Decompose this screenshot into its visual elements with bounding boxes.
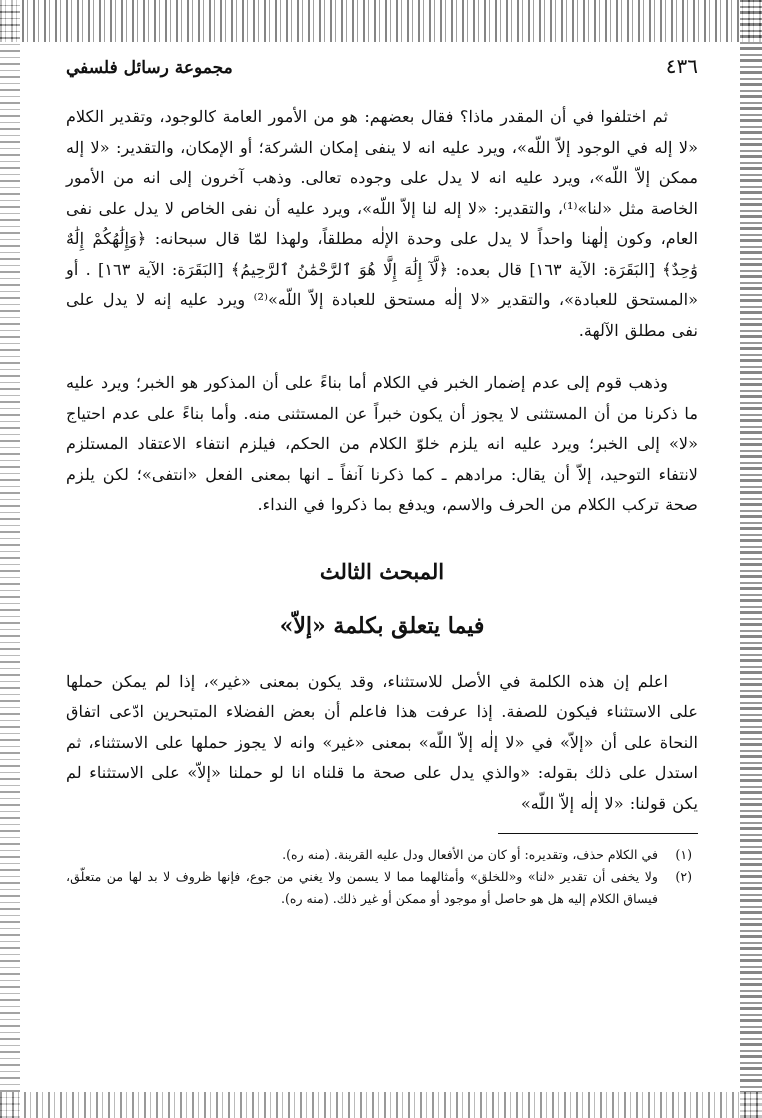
footnote-number: (٢) (675, 869, 692, 884)
footnotes (66, 844, 698, 910)
paragraph-2: وذهب قوم إلى عدم إضمار الخبر في الكلام أما بناءً على أن المذكور هو الخبر؛ ويرد عليه ما ذكرنا من أن المستثنى لا يجوز أن يكون خبراً عن المستثنى منه. وأما بناءً على عدم احتياج «لا» إلى الخبر؛ ويرد عليه انه يلزم خلوّ الكلام من الحكم، فيلزم انتفاء الاعتقاد المستلزم لانتفاء التوحيد، إلاّ أن يقال: مرادهم ـ كما ذكرنا آنفاً ـ انها بمعنى الفعل «انتفى»؛ لكن يلزم صحة تركب الكلام من الحرف والاسم، ويدفع بما ذكروا في النداء. (66, 373, 698, 514)
footnote-divider (498, 833, 698, 834)
page-number: ٤٣٦ (665, 54, 698, 78)
scan-noise-left (0, 0, 20, 1118)
footnote-2 (66, 866, 698, 910)
section-subtitle: فيما يتعلق بكلمة «إلاّ» (279, 612, 485, 639)
book-title: مجموعة رسائل فلسفي (66, 58, 233, 78)
footnote-1 (66, 844, 698, 866)
scan-noise-bottom (0, 1092, 762, 1118)
running-head (66, 54, 698, 88)
section-title: المبحث الثالث (319, 558, 445, 584)
paragraph-3: اعلم إن هذه الكلمة في الأصل للاستثناء، وقد يكون بمعنى «غير»، إذا لم يمكن حملها على الاستثناء فيكون للصفة. إذا عرفت هذا فاعلم أن بعض الفضلاء المتبحرين ادّعى اتفاق النحاة على أن «إلاّ» في «لا إلٰه إلاّ اللّه» بمعنى «غير» وانه لا يجوز حملها على الاستثناء، ثم استدل على ذلك بقوله: «والذي يدل على صحة ما قلناه انا لو حملنا «إلاّ» على الاستثناء لم يكن قولنا: «لا إلٰه إلاّ اللّه» (66, 671, 698, 813)
scan-noise-top (0, 0, 762, 42)
footnote-text: ولا يخفى أن تقدير «لنا» و«للخلق» وأمثالهما مما لا يسمن ولا يغني من جوع، فإنها ظروف لا بد لها من متعلّق، فيساق الكلام إليه هل هو حاصل أو موجود أو ممكن أو غير ذلك. (منه ره). (66, 869, 658, 906)
paragraph-1: ثم اختلفوا في أن المقدر ماذا؟ فقال بعضهم: هو من الأمور العامة كالوجود، وتقدير الكلام «لا إله في الوجود إلاّ اللّه»، ويرد عليه انه لا ينفى إمكان الشركة؛ أو الإمكان، والتقدير: «لا إله ممكن إلاّ اللّه»، ويرد عليه انه لا يدل على وجوده تعالى. وذهب آخرون إلى انه من الأمور الخاصة مثل «لنا»⁽¹⁾، والتقدير: «لا إله لنا إلاّ اللّه»، ويرد عليه أن نفى الخاص لا يدل على نفى العام، وكون إلٰهنا واحداً لا يدل على وحدة الإلٰه مطلقاً، ولهذا لمّا قال سبحانه: ﴿وَإِلَٰهُكُمْ إِلَٰهٌ وَٰحِدٌ﴾ [البَقَرَة: الآية ١٦٣] قال بعده: ﴿لَّآ إِلَٰهَ إِلَّا هُوَ ٱلرَّحْمَٰنُ ٱلرَّحِيمُ﴾ [البَقَرَة: الآية ١٦٣] . أو «المستحق للعبادة»، والتقدير «لا إلٰه مستحق للعبادة إلاّ اللّه»⁽²⁾ ويرد عليه إنه لا يدل على نفى مطلق الآلهة. (66, 107, 698, 340)
footnote-text: في الكلام حذف، وتقديره: أو كان من الأفعال ودل عليه القرينة. (منه ره). (282, 847, 658, 862)
book-page (66, 54, 698, 910)
scan-noise-right (740, 0, 762, 1118)
footnote-number: (١) (675, 847, 692, 862)
